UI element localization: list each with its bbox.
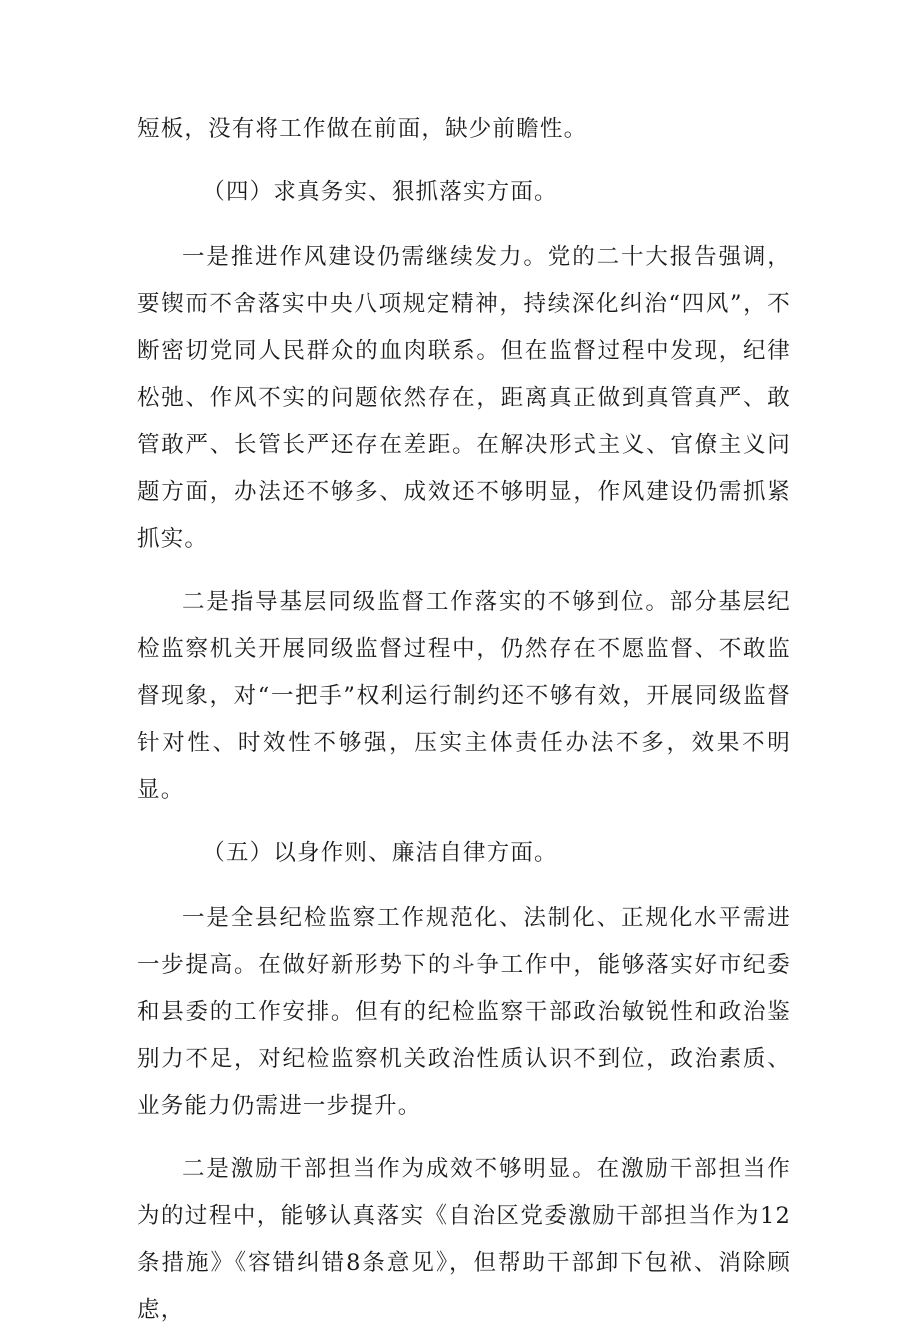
section-heading-five: （五）以身作则、廉洁自律方面。: [202, 840, 558, 866]
paragraph-continuation: 短板，没有将工作做在前面，缺少前瞻性。: [137, 116, 588, 142]
paragraph-style-building: 一是推进作风建设仍需继续发力。党的二十大报告强调，要锲而不舍落实中央八项规定精神，持续深化纠治“四风”，不断密切党同人民群众的血肉联系。但在监督过程中发现，纪律松弛、作风不实的问题依然存在，距离真正做到真管真严、敢管敢严、长管长严还存在差距。在解决形式主义、官僚主义问题方面，办法还不够多、成效还不够明显，作风建设仍需抓紧抓实。: [137, 244, 791, 552]
section-heading-four: （四）求真务实、狠抓落实方面。: [202, 179, 558, 205]
paragraph-standardization: 一是全县纪检监察工作规范化、法制化、正规化水平需进一步提高。在做好新形势下的斗争工作中，能够落实好市纪委和县委的工作安排。但有的纪检监察干部政治敏锐性和政治鉴别力不足，对纪检监察机关政治性质认识不到位，政治素质、业务能力仍需进一步提升。: [137, 905, 791, 1119]
document-body: [137, 106, 791, 1334]
paragraph-cadre-incentive: 二是激励干部担当作为成效不够明显。在激励干部担当作为的过程中，能够认真落实《自治区党委激励干部担当作为12条措施》《容错纠错8条意见》，但帮助干部卸下包袱、消除顾虑，: [137, 1156, 791, 1323]
paragraph-same-level-supervision: 二是指导基层同级监督工作落实的不够到位。部分基层纪检监察机关开展同级监督过程中，仍然存在不愿监督、不敢监督现象，对“一把手”权利运行制约还不够有效，开展同级监督针对性、时效性不够强，压实主体责任办法不多，效果不明显。: [137, 589, 791, 803]
